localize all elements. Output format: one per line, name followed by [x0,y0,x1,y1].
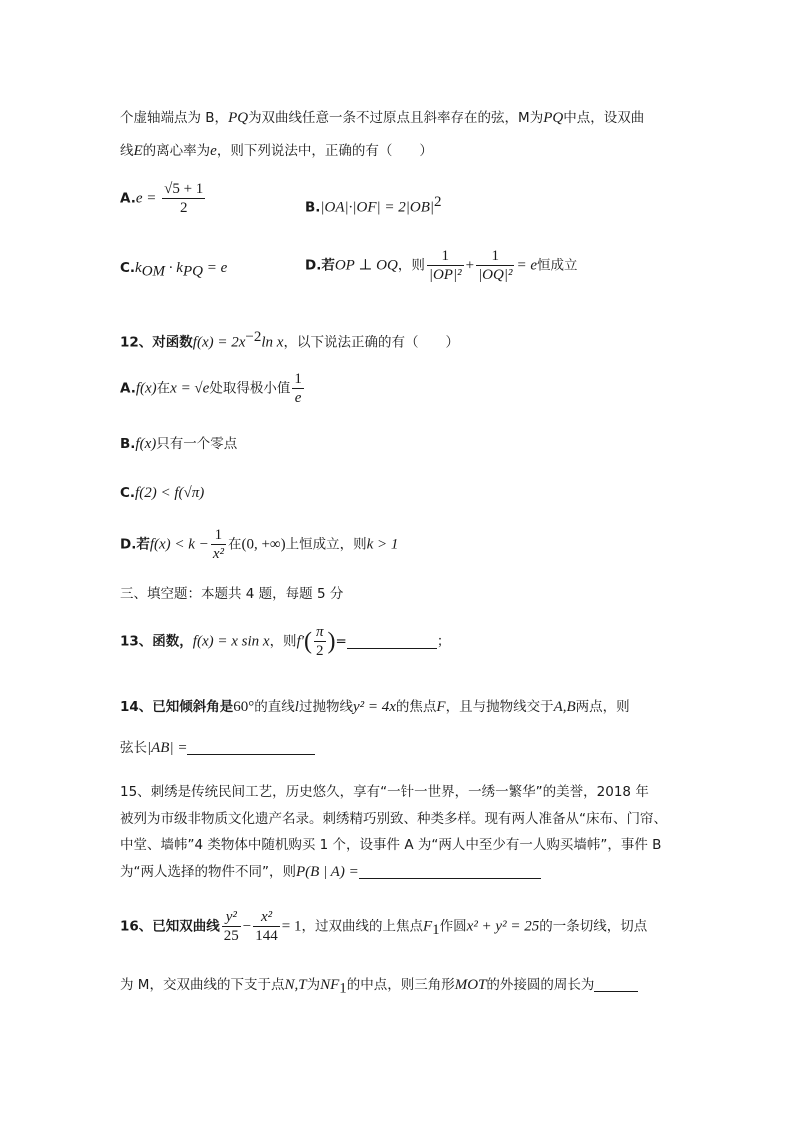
numerator: 1 [427,247,464,266]
option-label: C. [120,485,136,501]
q12-option-a [120,370,306,407]
math: OP ⊥ OQ [334,257,398,274]
subscript: PQ [182,263,203,280]
math: e = [135,190,161,207]
q11-option-b [305,194,442,217]
text: 处取得极小值 [209,380,291,397]
text: 为 [306,977,321,993]
option-label: B. [305,199,321,216]
text: 为 M，交双曲线的下支于点 [120,977,285,993]
q12-stem [120,329,459,352]
math: k > 1 [366,536,399,553]
text: ，则下列说法中，正确的有（ ） [216,143,433,159]
q11-option-a [120,180,207,217]
text: 15、刺绣是传统民间工艺，历史悠久，享有“一针一世界，一绣一繁华”的美誉，2018 年 [120,784,649,800]
q15-line-2 [120,807,667,827]
option-label: B. [120,436,136,452]
math: k [135,260,142,276]
fraction [222,908,241,945]
answer-blank[interactable] [347,648,437,649]
math: f(x) < k − [149,536,209,553]
math: |AB| = [147,740,188,756]
fraction [162,180,205,217]
math: (0, +∞) [241,536,286,553]
math: A,B [553,699,576,715]
text: 两点，则 [575,699,630,715]
math: − [242,918,252,935]
math: f(2) < f(√π) [135,485,205,501]
denominator: |OQ|² [478,267,513,283]
subscript: OM [141,263,166,280]
text: 为双曲线任意一条不过原点且斜率存在的弦，M为 [248,110,544,126]
text: ，过双曲线的上焦点 [301,918,423,935]
text: 过抛物线 [298,699,353,715]
math: ln x [261,334,284,351]
q11-option-c [120,260,227,281]
q11-option-d [305,247,578,284]
denominator: e [294,390,302,406]
fraction [476,247,514,284]
text: 12、对函数 [120,334,193,351]
text: 恒成立 [537,257,578,274]
math: = 1 [281,918,302,935]
math: |OA|·|OF| = 2|OB| [320,199,435,216]
fraction [253,908,280,945]
text: 个虚轴端点为 B， [120,110,229,126]
q12-option-c [120,485,204,502]
q15-line-1 [120,780,649,800]
text: 为“两人选择的物件不同”，则 [120,864,296,880]
math: E [133,143,143,159]
math: f(x) [135,380,157,397]
denominator: 25 [223,928,239,944]
math: x² + y² = 25 [466,918,540,935]
text: ，则 [269,633,297,650]
numerator: 1 [476,247,514,266]
text: 弦长 [120,740,147,756]
q16-line-2 [120,973,638,998]
option-label: A. [120,380,136,397]
math: N,T [284,977,307,993]
text: ； [436,633,451,650]
text: 14、已知倾斜角是 [120,699,234,715]
fraction [211,526,226,563]
numerator: 1 [294,371,302,387]
math: = e [516,257,538,274]
denominator: |OP|² [428,267,462,283]
text: 13、函数， [120,633,193,650]
text: 16、已知双曲线 [120,918,220,935]
option-label: D.若 [120,536,150,553]
text: 中堂、墙帏”4 类物体中随机购买 1 个，设事件 A 为“两人中至少有一人购买墙帏”，事件 B [120,837,662,853]
text: ，以下说法正确的有（ ） [283,334,459,351]
math: F [422,918,433,935]
fraction [292,370,304,407]
section-title: 三、填空题：本题共 4 题，每题 5 分 [120,586,344,602]
exponent: −2 [245,329,262,345]
math: PQ [543,110,564,126]
q12-option-d [120,526,398,563]
math: = e [202,260,228,276]
math: · k [165,260,183,276]
math: P(B | A) = [296,864,359,880]
numerator: x² [253,908,280,927]
subscript: 1 [432,922,440,939]
text: ，且与抛物线交于 [445,699,554,715]
math: f′ [296,633,305,650]
math: l [294,699,299,715]
math: MOT [454,977,487,993]
text: 的一条切线，切点 [539,918,648,935]
denominator: 144 [255,928,278,944]
numerator: π [316,624,324,640]
text: 的离心率为 [142,143,211,159]
text: 的外接圆的周长为 [486,977,595,993]
q15-line-4 [120,860,541,881]
denominator: 2 [316,643,324,659]
numerator: 1 [211,526,226,545]
intro-line-2 [120,139,433,160]
math: PQ [228,110,249,126]
math: NF [320,977,340,993]
numerator: √5 + 1 [164,181,204,197]
math: x = √e [170,380,210,397]
math: + [465,257,475,274]
text: 的直线 [254,699,295,715]
option-label: A. [120,190,136,207]
denominator: 2 [179,200,188,216]
option-label: D.若 [305,257,335,274]
text: = [335,633,347,650]
math: e [210,143,217,159]
answer-blank[interactable] [594,991,638,992]
subscript: 1 [339,980,347,997]
text: 中点，设双曲 [563,110,645,126]
text: 只有一个零点 [156,436,238,452]
text: 在 [227,536,242,553]
text: 的焦点 [395,699,437,715]
q16-line-1 [120,908,647,945]
fraction [427,247,464,284]
q12-option-b [120,432,237,453]
math: F [436,699,446,715]
option-label: C. [120,260,136,276]
text: 在 [156,380,171,397]
answer-blank[interactable] [187,754,315,755]
intro-line-1 [120,106,644,127]
text: 线 [120,143,134,159]
q15-line-3 [120,833,661,853]
math: f(x) = 2x [192,334,246,351]
q14-line-2 [120,736,315,757]
math: f(x) [135,436,157,452]
numerator: y² [222,908,241,927]
exponent: 2 [434,194,442,210]
section-heading [120,582,343,602]
text: 的中点，则三角形 [346,977,455,993]
text: ，则 [397,257,425,274]
math: 60° [233,699,255,715]
text: 被列为市级非物质文化遗产名录。刺绣精巧别致、种类多样。现有两人准备从“床布、门帘、 [120,811,667,827]
math: y² = 4x [352,699,396,715]
paren: ( [304,628,313,655]
text: 作圆 [439,918,467,935]
fraction [314,623,326,660]
paren: ) [327,628,336,655]
text: 上恒成立，则 [285,536,367,553]
denominator: x² [212,546,224,562]
q14-line-1 [120,695,630,716]
math: f(x) = x sin x [192,633,270,650]
answer-blank[interactable] [359,878,541,879]
q13 [120,623,450,660]
